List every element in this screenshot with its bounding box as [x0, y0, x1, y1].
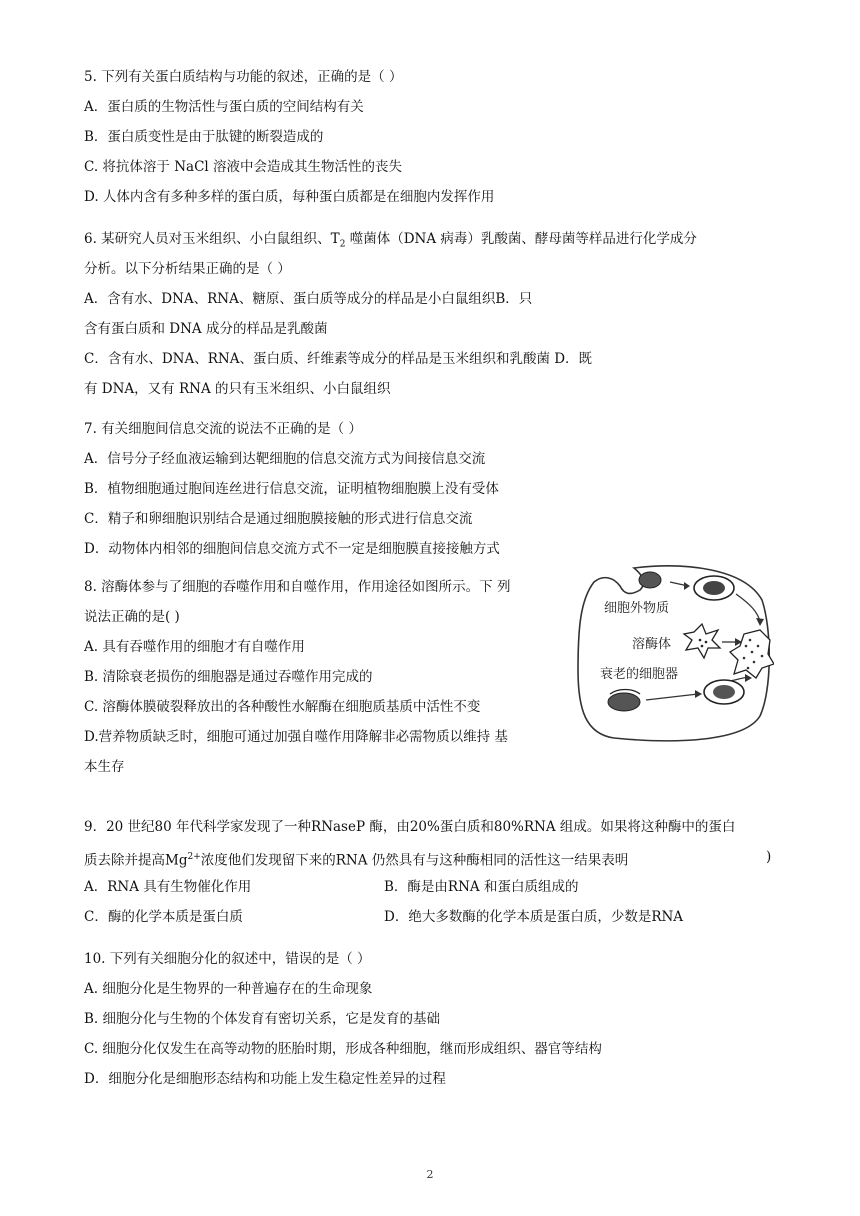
q9-option-b: B．酶是由RNA 和蛋白质组成的	[384, 879, 579, 895]
q6-option-d-cont: 有 DNA，又有 RNA 的只有玉米组织、小白鼠组织	[84, 381, 391, 397]
q10-option-d: D．细胞分化是细胞形态结构和功能上发生稳定性差异的过程	[84, 1071, 446, 1087]
q5-option-b: B．蛋白质变性是由于肽键的断裂造成的	[84, 129, 324, 145]
q7-stem: 7. 有关细胞间信息交流的说法不正确的是（ ）	[84, 421, 362, 437]
aging-organelle	[608, 693, 640, 711]
q8-stem-line2: 说法正确的是( )	[84, 609, 180, 625]
page-number: 2	[426, 1168, 434, 1181]
label-lysosome: 溶酶体	[632, 637, 672, 652]
q8-option-d-cont: 本生存	[84, 759, 125, 775]
q5-option-a: A．蛋白质的生物活性与蛋白质的空间结构有关	[84, 99, 364, 115]
lysosome-shape	[684, 624, 720, 658]
digestive-vacuole	[730, 630, 774, 678]
q6-stem-line2: 分析。以下分析结果正确的是（ ）	[84, 261, 291, 277]
engulfed-particle	[639, 572, 661, 588]
q10-stem: 10. 下列有关细胞分化的叙述中，错误的是（ ）	[84, 951, 371, 967]
q8-option-b: B. 清除衰老损伤的细胞器是通过吞噬作用完成的	[84, 669, 373, 685]
q7-option-d: D．动物体内相邻的细胞间信息交流方式不一定是细胞膜直接接触方式	[84, 541, 500, 557]
q9-option-c: C．酶的化学本质是蛋白质	[84, 909, 243, 925]
q8-stem: 8. 溶酶体参与了细胞的吞噬作用和自噬作用，作用途径如图所示。下 列	[84, 579, 511, 595]
q6-stem: 6. 某研究人员对玉米组织、小白鼠组织、$T_2$ 噬菌体（DNA 病毒）乳酸菌、酵母菌等样品进行化学成分	[84, 231, 697, 250]
q6-option-a-b: A．含有水、DNA、RNA、糖原、蛋白质等成分的样品是小白鼠组织B．只	[84, 291, 533, 307]
q8-option-d: D.营养物质缺乏时，细胞可通过加强自噬作用降解非必需物质以维持 基	[84, 729, 508, 745]
q7-option-a: A．信号分子经血液运输到达靶细胞的信息交流方式为间接信息交流	[84, 451, 486, 467]
q7-option-c: C．精子和卵细胞识别结合是通过细胞膜接触的形式进行信息交流	[84, 511, 473, 527]
q6-option-c-d: C．含有水、DNA、RNA、蛋白质、纤维素等成分的样品是玉米组织和乳酸菌 D．既	[84, 351, 593, 367]
q10-option-c: C. 细胞分化仅发生在高等动物的胚胎时期，形成各种细胞，继而形成组织、器官等结构	[84, 1041, 602, 1057]
q5-stem: 5. 下列有关蛋白质结构与功能的叙述，正确的是（ ）	[84, 69, 403, 85]
q10-option-a: A. 细胞分化是生物界的一种普遍存在的生命现象	[84, 981, 373, 997]
lysosome-pathway-figure	[574, 560, 774, 746]
q9-option-a: A．RNA 具有生物催化作用	[84, 879, 252, 895]
q5-option-d: D. 人体内含有多种多样的蛋白质，每种蛋白质都是在细胞内发挥作用	[84, 189, 495, 205]
q9-stem-line2: 质去除并提高$Mg^{2+}$浓度他们发现留下来的RNA 仍然具有与这种酶相同的活性这一结果表明	[84, 852, 629, 869]
q9-option-d: D．绝大多数酶的化学本质是蛋白质，少数是RNA	[384, 909, 684, 925]
label-extracellular: 细胞外物质	[604, 601, 670, 616]
q9-paren: )	[766, 849, 772, 865]
q7-option-b: B．植物细胞通过胞间连丝进行信息交流，证明植物细胞膜上没有受体	[84, 481, 499, 497]
q5-option-c: C. 将抗体溶于 NaCl 溶液中会造成其生物活性的丧失	[84, 159, 403, 175]
q10-option-b: B. 细胞分化与生物的个体发育有密切关系，它是发育的基础	[84, 1011, 441, 1027]
q8-option-c: C. 溶酶体膜破裂释放出的各种酸性水解酶在细胞质基质中活性不变	[84, 699, 481, 715]
q8-option-a: A. 具有吞噬作用的细胞才有自噬作用	[84, 639, 305, 655]
label-aging-organelle: 衰老的细胞器	[600, 667, 679, 682]
q6-option-b-cont: 含有蛋白质和 DNA 成分的样品是乳酸菌	[84, 321, 328, 337]
q9-stem: 9．20 世纪80 年代科学家发现了一种RNaseP 酶，由20%蛋白质和80%RNA 组成。如果将这种酶中的蛋白	[84, 819, 736, 835]
